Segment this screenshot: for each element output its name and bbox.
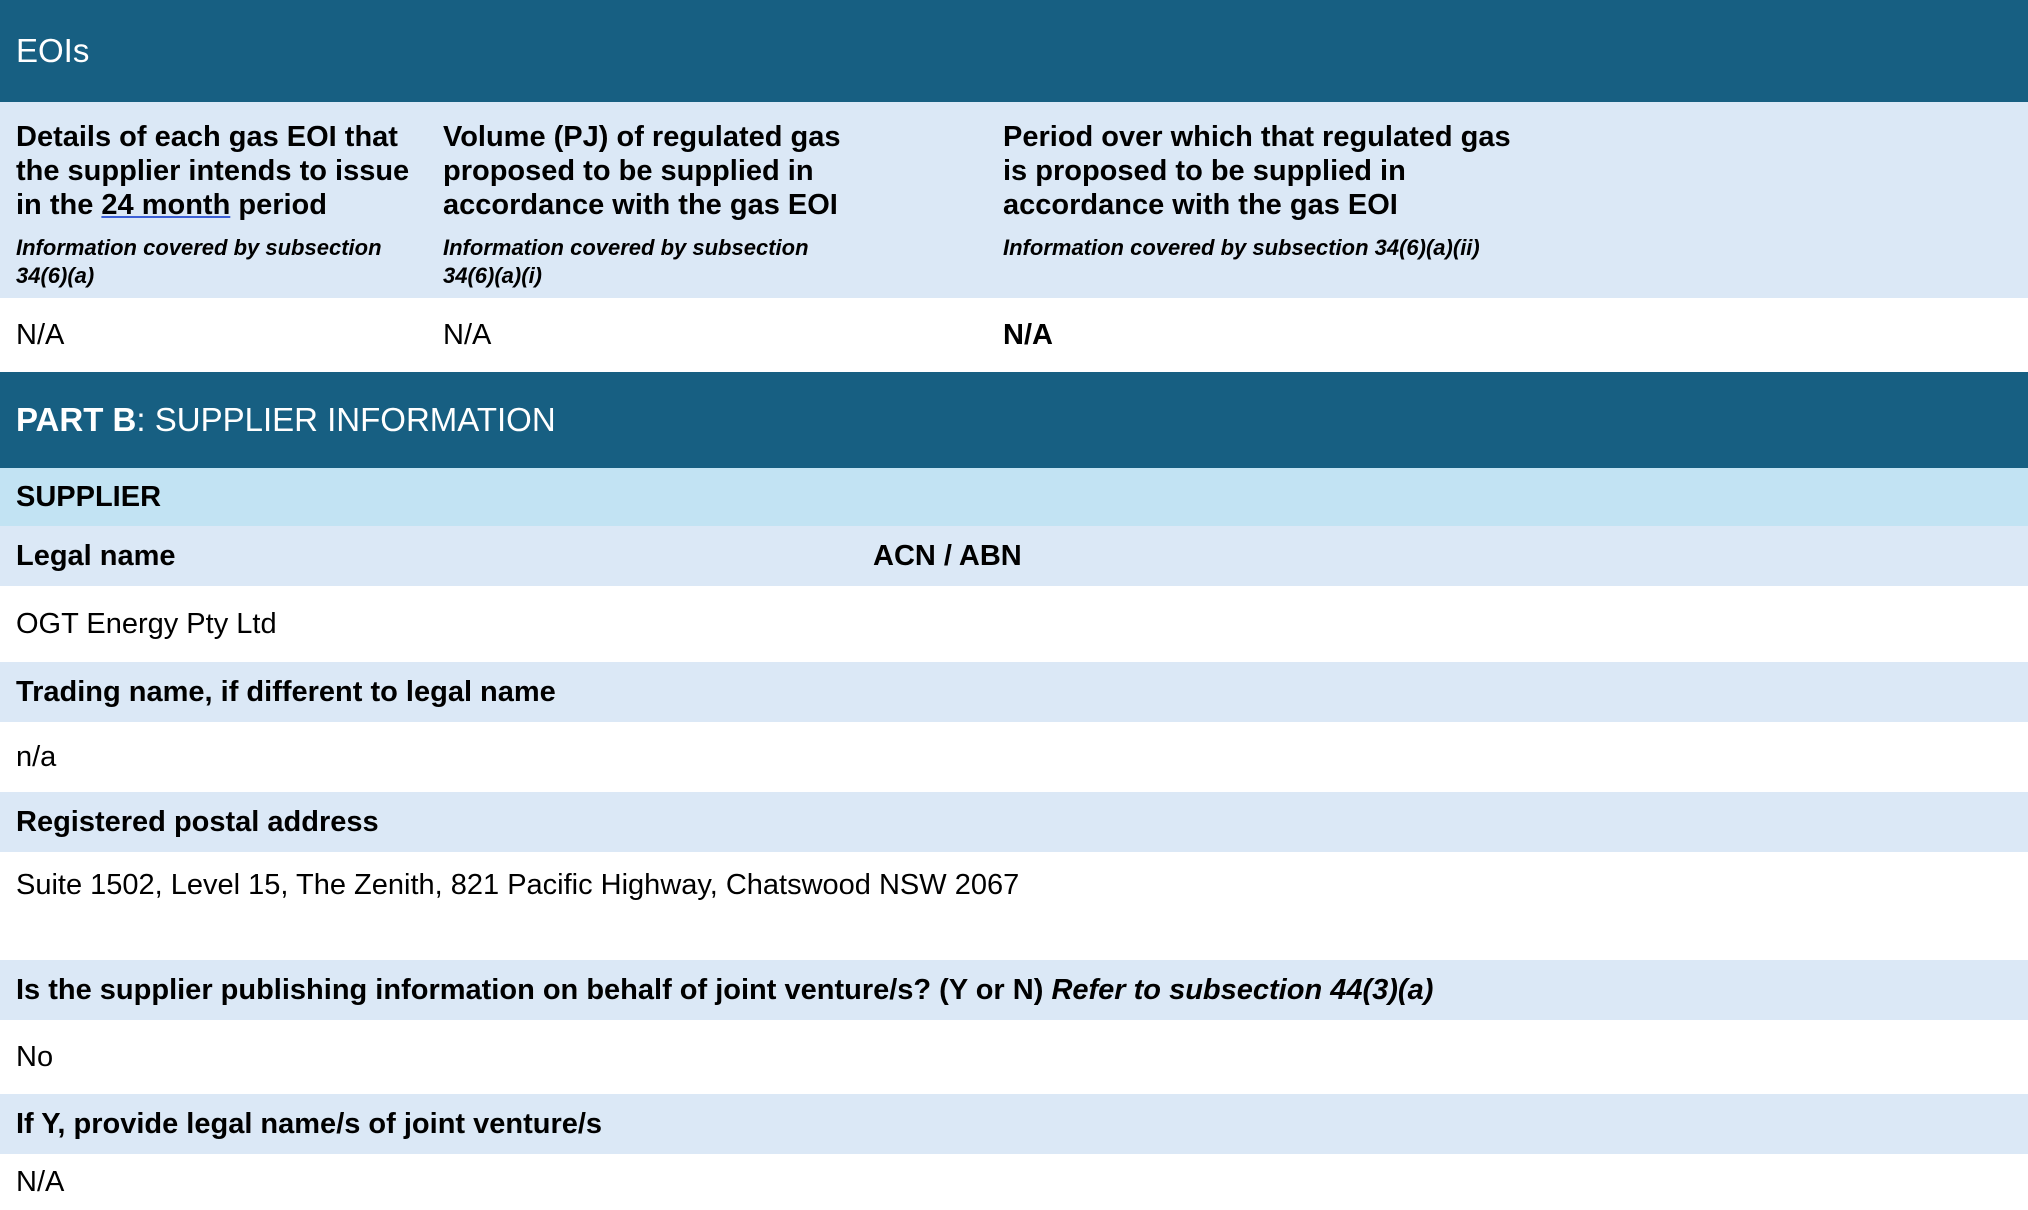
eoi-volume-subsection: Information covered by subsection 34(6)(a)(i) bbox=[443, 235, 809, 288]
acn-abn-label: ACN / ABN bbox=[873, 539, 1022, 572]
postal-address-value: Suite 1502, Level 15, The Zenith, 821 Pacific Highway, Chatswood NSW 2067 bbox=[16, 868, 1020, 901]
joint-venture-names-label-row bbox=[0, 1094, 2028, 1154]
postal-address-value-row bbox=[0, 852, 2028, 960]
part-b-title: : SUPPLIER INFORMATION bbox=[136, 401, 556, 438]
eois-column-headers bbox=[0, 102, 2028, 298]
eois-title: EOIs bbox=[16, 32, 90, 69]
eoi-column-details bbox=[16, 120, 426, 290]
eoi-volume-value: N/A bbox=[443, 318, 492, 351]
eoi-period-heading: Period over which that regulated gas is proposed to be supplied in accordance with the gas EOI bbox=[1003, 121, 1511, 221]
eoi-details-subsection: Information covered by subsection 34(6)(a) bbox=[16, 235, 382, 288]
eoi-period-value: N/A bbox=[1003, 318, 1053, 351]
joint-venture-reference: Refer to subsection 44(3)(a) bbox=[1051, 973, 1434, 1006]
joint-venture-answer-row bbox=[0, 1020, 2028, 1094]
legal-name-label: Legal name bbox=[16, 539, 176, 572]
legal-name-label-row bbox=[0, 526, 2028, 586]
eois-header bbox=[0, 0, 2028, 102]
eoi-period-subsection: Information covered by subsection 34(6)(a)(ii) bbox=[1003, 235, 1480, 260]
postal-address-label: Registered postal address bbox=[16, 805, 379, 838]
eoi-column-period bbox=[1003, 120, 1523, 262]
24-month-term: 24 month bbox=[101, 189, 231, 221]
joint-venture-answer: No bbox=[16, 1040, 54, 1073]
supplier-section-header bbox=[0, 468, 2028, 526]
joint-venture-names-value-row bbox=[0, 1154, 2028, 1210]
trading-name-value-row bbox=[0, 722, 2028, 792]
eoi-volume-heading: Volume (PJ) of regulated gas proposed to be supplied in accordance with the gas EOI bbox=[443, 121, 841, 221]
joint-venture-question: Is the supplier publishing information on behalf of joint venture/s? (Y or N) bbox=[16, 973, 1044, 1006]
postal-address-label-row bbox=[0, 792, 2028, 852]
eoi-details-heading: Details of each gas EOI that the supplier intends to issue in the 24 month period bbox=[16, 121, 410, 221]
supplier-section-label: SUPPLIER bbox=[16, 480, 162, 513]
legal-name-value: OGT Energy Pty Ltd bbox=[16, 607, 277, 640]
legal-name-value-row bbox=[0, 586, 2028, 662]
joint-venture-question-row bbox=[0, 960, 2028, 1020]
eois-values-row bbox=[0, 298, 2028, 372]
trading-name-value: n/a bbox=[16, 740, 57, 773]
part-b-label: PART B bbox=[16, 401, 137, 438]
part-b-header bbox=[0, 372, 2028, 468]
trading-name-label-row bbox=[0, 662, 2028, 722]
joint-venture-names-label: If Y, provide legal name/s of joint venture/s bbox=[16, 1107, 603, 1140]
eoi-details-value: N/A bbox=[16, 318, 65, 351]
trading-name-label: Trading name, if different to legal name bbox=[16, 675, 556, 708]
joint-venture-names-value: N/A bbox=[16, 1165, 65, 1198]
eoi-column-volume bbox=[443, 120, 843, 290]
